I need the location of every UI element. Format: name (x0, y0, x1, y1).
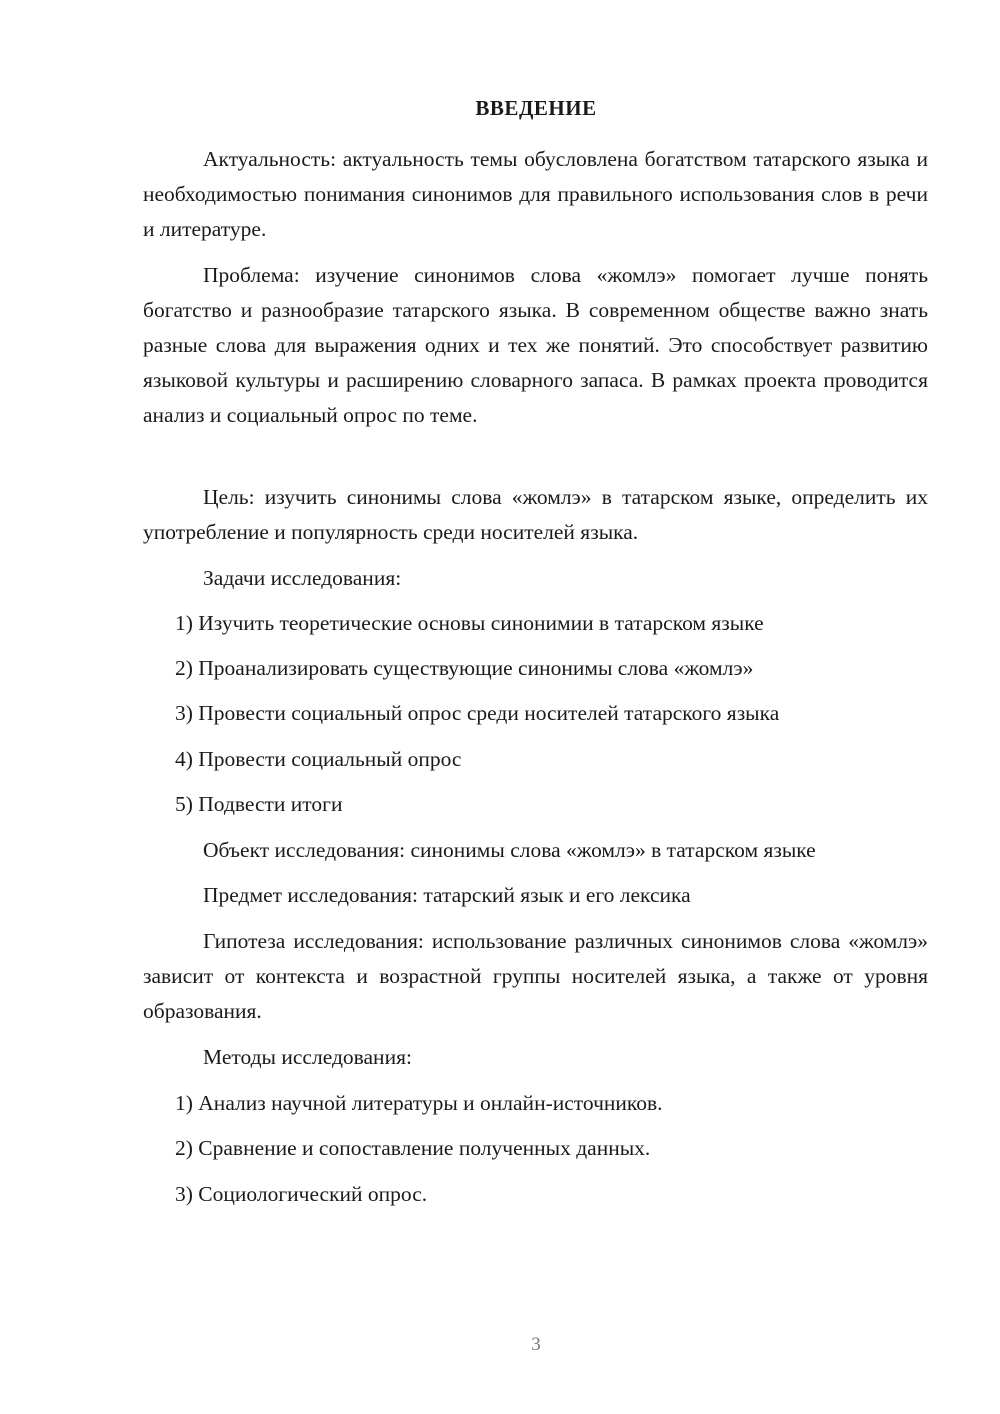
tasks-heading: Задачи исследования: (203, 566, 402, 590)
task-item: 3) Провести социальный опрос среди носителей татарского языка (175, 701, 780, 725)
method-item: 2) Сравнение и сопоставление полученных данных. (175, 1136, 651, 1160)
task-item: 4) Провести социальный опрос (175, 747, 462, 771)
paragraph-goal: Цель: изучить синонимы слова «жомлэ» в татарском языке, определить их употребление и популярность среди носителей языка. (143, 485, 928, 544)
paragraph-problem: Проблема: изучение синонимов слова «жомлэ» помогает лучше понять богатство и разнообразие татарского языка. В современном обществе важно знать разные слова для выражения одних и тех же понятий. Это способствует развитию языковой культуры и расширению словарного запаса. В рамках проекта проводится анализ и социальный опрос по теме. (143, 263, 928, 427)
task-item: 5) Подвести итоги (175, 792, 343, 816)
task-item: 2) Проанализировать существующие синонимы слова «жомлэ» (175, 656, 754, 680)
method-item: 1) Анализ научной литературы и онлайн-источников. (175, 1091, 663, 1115)
paragraph-hypothesis: Гипотеза исследования: использование различных синонимов слова «жомлэ» зависит от контекста и возрастной группы носителей языка, а также от уровня образования. (143, 929, 928, 1023)
methods-heading: Методы исследования: (203, 1045, 412, 1069)
page-number: 3 (531, 1334, 541, 1355)
paragraph-object: Объект исследования: синонимы слова «жомлэ» в татарском языке (203, 838, 816, 862)
paragraph-subject: Предмет исследования: татарский язык и его лексика (203, 883, 691, 907)
method-item: 3) Социологический опрос. (175, 1182, 428, 1206)
task-item: 1) Изучить теоретические основы синонимии в татарском языке (175, 611, 764, 635)
section-title: ВВЕДЕНИЕ (475, 96, 597, 120)
paragraph-relevance: Актуальность: актуальность темы обусловлена богатством татарского языка и необходимостью понимания синонимов для правильного использования слов в речи и литературе. (143, 147, 928, 241)
